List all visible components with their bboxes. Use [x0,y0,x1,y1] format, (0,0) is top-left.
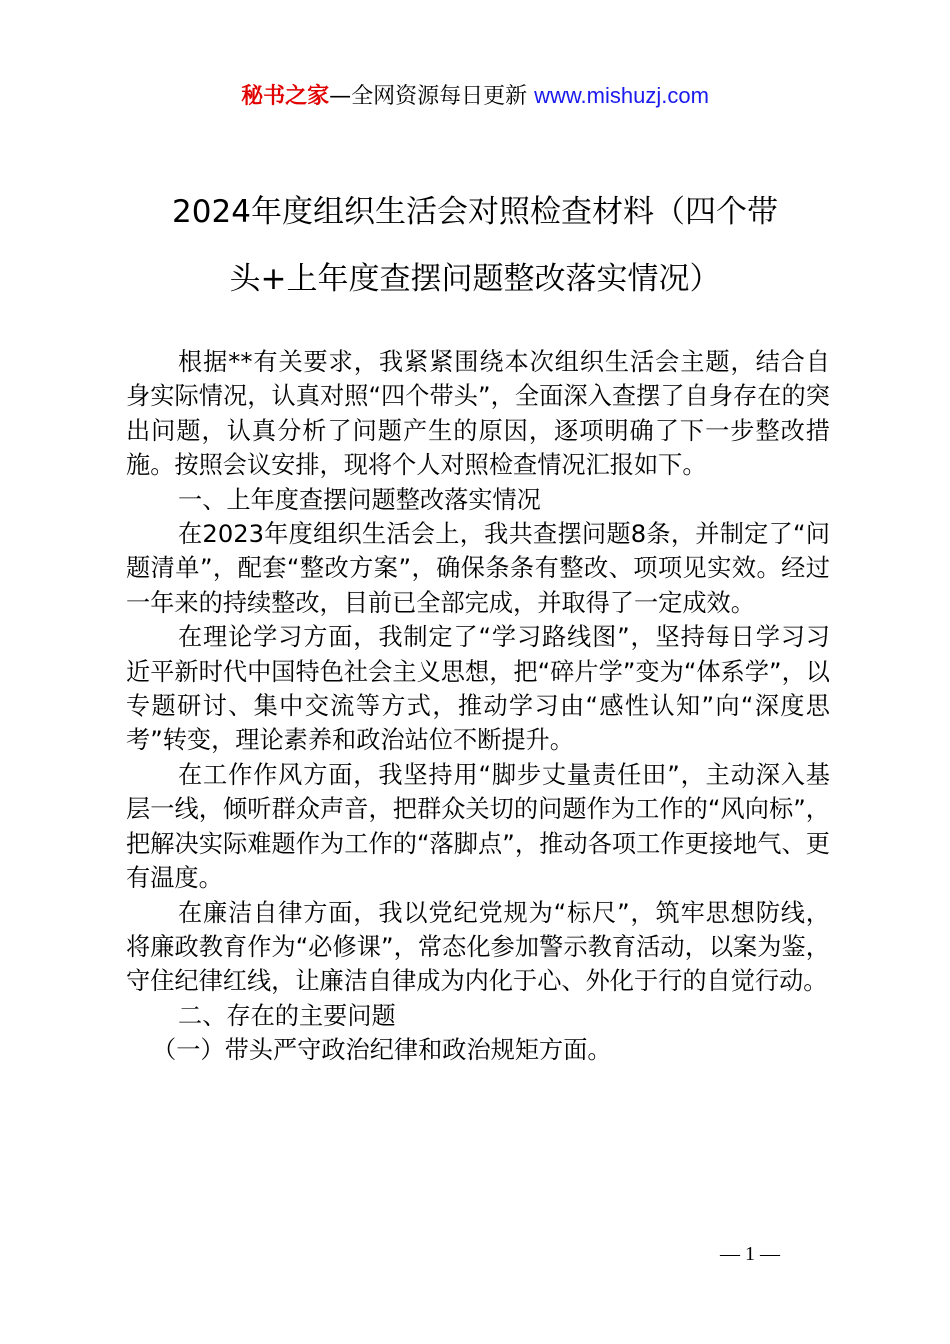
document-body [126,345,830,1068]
watermark-brand: 秘书之家 [241,84,330,109]
section-heading-1: 一、上年度查摆问题整改落实情况 [178,485,541,514]
body-paragraph: 在工作作风方面，我坚持用“脚步丈量责任田”，主动深入基层一线，倾听群众声音，把群众关切的问题作为工作的“风向标”，把解决实际难题作为工作的“落脚点”，推动各项工作更接地气、更有温度。 [126,760,830,893]
watermark-slogan: 全网资源每日更新 [351,84,535,109]
body-paragraph: 在理论学习方面，我制定了“学习路线图”，坚持每日学习习近平新时代中国特色社会主义思想，把“碎片学”变为“体系学”，以专题研讨、集中交流等方式，推动学习由“感性认知”向“深度思考”转变，理论素养和政治站位不断提升。 [126,623,830,755]
watermark-url-link[interactable]: www.mishuzj.com [534,83,709,108]
site-watermark [0,80,950,113]
intro-paragraph: 根据**有关要求，我紧紧围绕本次组织生活会主题，结合自身实际情况，认真对照“四个带头”，全面深入查摆了自身存在的突出问题，认真分析了问题产生的原因，逐项明确了下一步整改措施。按照会议安排，现将个人对照检查情况汇报如下。 [126,348,830,480]
document-title-line-2: 头+上年度查摆问题整改落实情况） [229,261,721,297]
section-heading-2: 二、存在的主要问题 [178,1001,396,1030]
page-number: — 1 — [720,1243,780,1265]
subsection-heading-1: （一）带头严守政治纪律和政治规矩方面。 [152,1036,612,1065]
body-paragraph: 在2023年度组织生活会上，我共查摆问题8条，并制定了“问题清单”，配套“整改方案”，确保条条有整改、项项见实效。经过一年来的持续整改，目前已全部完成，并取得了一定成效。 [126,520,830,617]
page-number-footer [0,1240,950,1268]
watermark-dash: — [329,84,352,109]
document-title-line-1: 2024年度组织生活会对照检查材料（四个带 [172,194,778,230]
body-paragraph: 在廉洁自律方面，我以党纪党规为“标尺”，筑牢思想防线，将廉政教育作为“必修课”，常态化参加警示教育活动，以案为鉴，守住纪律红线，让廉洁自律成为内化于心、外化于行的自觉行动。 [126,898,830,996]
